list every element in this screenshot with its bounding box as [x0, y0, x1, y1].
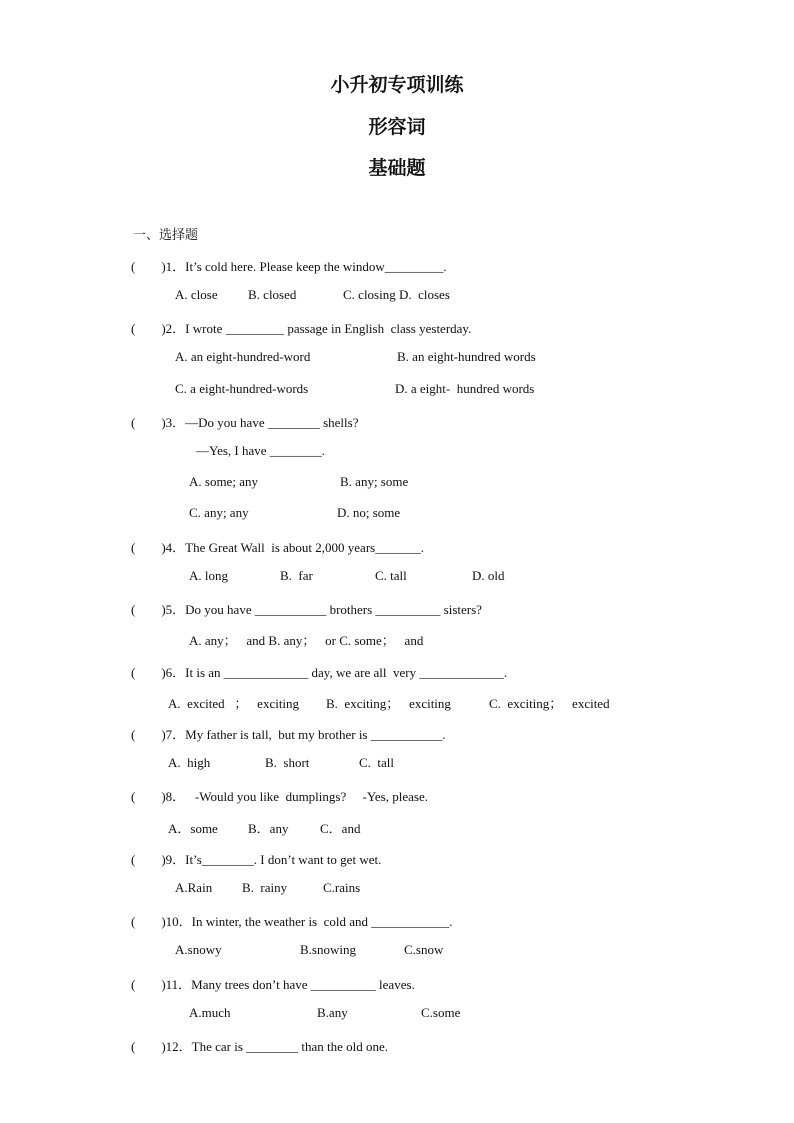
question-10: ( )10．In winter, the weather is cold and ____________. [131, 914, 453, 929]
question-4: ( )4．The Great Wall is about 2,000 years_______. [131, 540, 424, 555]
question-3: ( )3．—Do you have ________ shells? [131, 415, 359, 430]
q2-option-a: A. an eight-hundred-word [175, 349, 311, 364]
level-heading: 基础题 [368, 157, 426, 179]
question-1: ( )1．It’s cold here. Please keep the window_________. [131, 259, 447, 274]
question-9: ( )9．It’s________. I don’t want to get wet. [131, 852, 382, 867]
q9-option-a: A.Rain [175, 880, 213, 895]
q1-option-c-d: C. closing D. closes [343, 287, 450, 302]
q1-option-a: A. close [175, 287, 218, 302]
question-5: ( )5．Do you have ___________ brothers __________ sisters? [131, 602, 482, 617]
question-11: ( )11．Many trees don’t have __________ leaves. [131, 977, 415, 992]
q10-option-a: A.snowy [175, 942, 222, 957]
q3-option-c: C. any; any [189, 505, 249, 520]
q9-option-c: C.rains [323, 880, 361, 895]
q7-option-b: B. short [265, 755, 310, 770]
section-heading: 一、选择题 [133, 228, 199, 243]
question-7: ( )7．My father is tall, but my brother is ___________. [131, 727, 446, 742]
q11-option-a: A.much [189, 1005, 231, 1020]
q3-option-d: D. no; some [337, 505, 401, 520]
q10-option-b: B.snowing [300, 942, 356, 957]
q6-option-b: B. exciting； exciting [326, 696, 451, 711]
q4-option-b: B. far [280, 568, 313, 583]
q6-option-c: C. exciting； excited [489, 696, 610, 711]
q4-option-c: C. tall [375, 568, 407, 583]
q4-option-d: D. old [472, 568, 505, 583]
q2-option-c: C. a eight-hundred-words [175, 381, 309, 396]
question-2: ( )2．I wrote _________ passage in English class yesterday. [131, 321, 472, 336]
q8-option-c: C．and [320, 821, 361, 836]
q9-option-b: B. rainy [242, 880, 288, 895]
q2-option-d: D. a eight- hundred words [395, 381, 535, 396]
q6-option-a: A. excited ； exciting [168, 696, 300, 711]
topic-heading: 形容词 [368, 116, 426, 138]
q7-option-c: C. tall [359, 755, 395, 770]
q10-option-c: C.snow [404, 942, 444, 957]
q3-dialog-line: —Yes, I have ________. [196, 443, 326, 458]
q11-option-b: B.any [317, 1005, 348, 1020]
q3-option-a: A. some; any [189, 474, 258, 489]
q4-option-a: A. long [189, 568, 228, 583]
q8-option-a: A．some [168, 821, 218, 836]
q11-option-c: C.some [421, 1005, 461, 1020]
document-title: 小升初专项训练 [330, 74, 464, 96]
q7-option-a: A. high [168, 755, 211, 770]
question-8: ( )8． -Would you like dumplings? -Yes, please. [131, 789, 428, 804]
question-12: ( )12．The car is ________ than the old one. [131, 1039, 389, 1054]
q2-option-b: B. an eight-hundred words [397, 349, 536, 364]
question-6: ( )6．It is an _____________ day, we are all very _____________. [131, 665, 508, 680]
q3-option-b: B. any; some [340, 474, 409, 489]
q1-option-b: B. closed [248, 287, 297, 302]
q5-options: A. any； and B. any； or C. some； and [189, 633, 424, 648]
q8-option-b: B．any [248, 821, 289, 836]
